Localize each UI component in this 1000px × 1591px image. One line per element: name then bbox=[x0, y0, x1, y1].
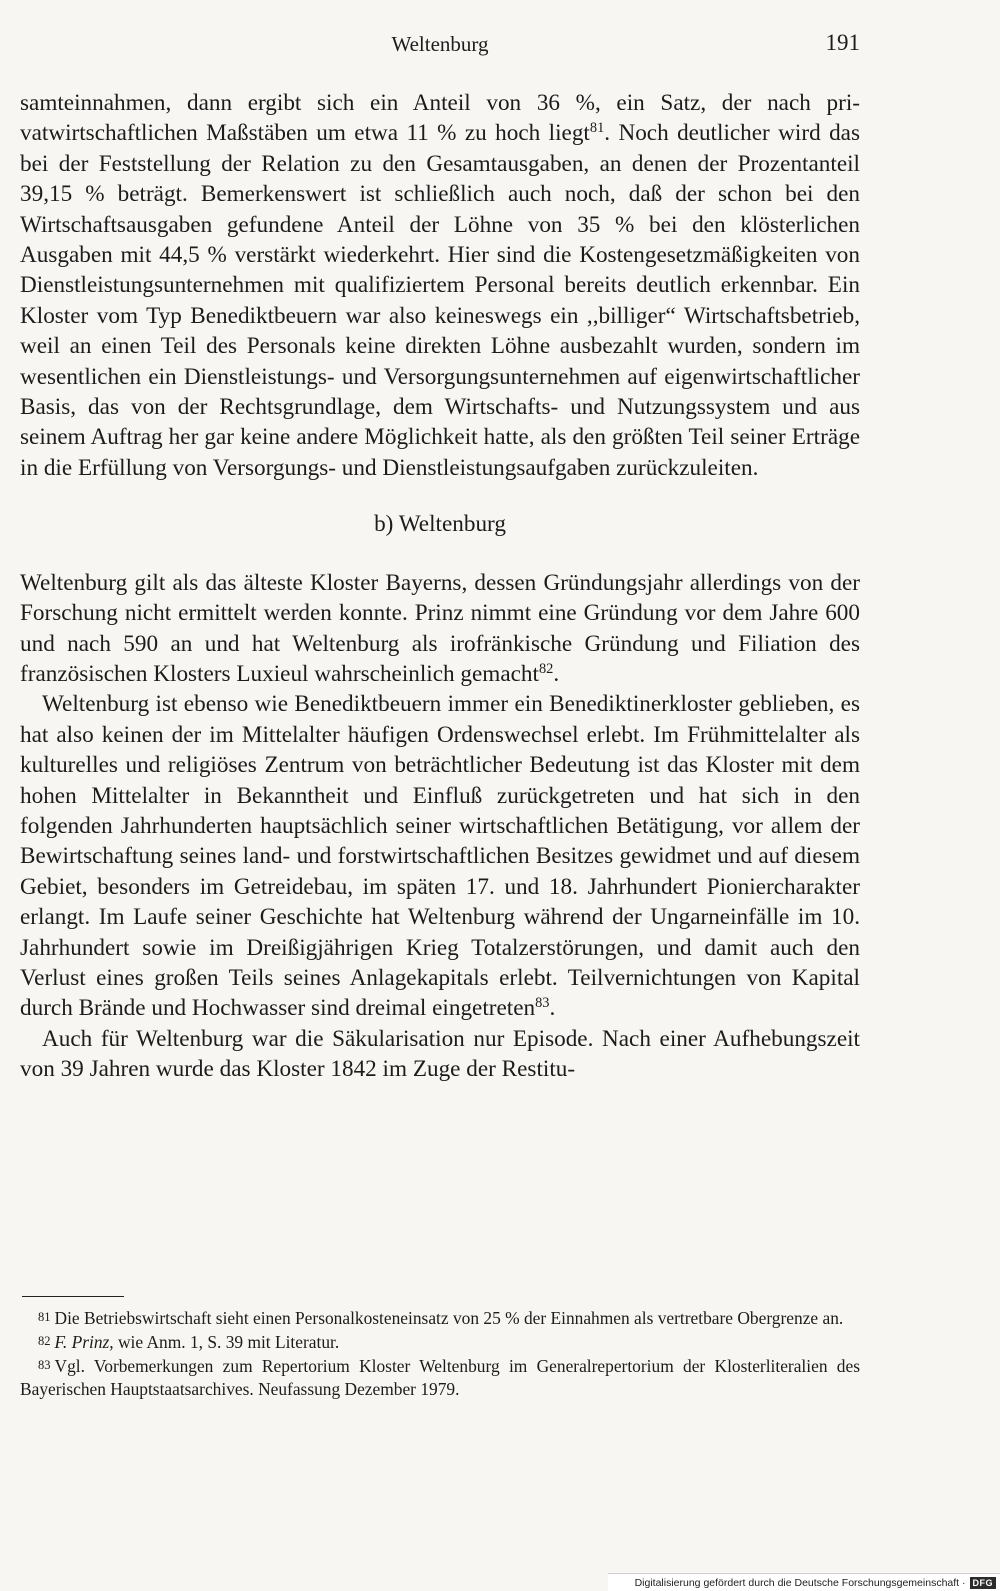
footnote-ref-82: 82 bbox=[538, 661, 554, 677]
dfg-logo-icon: DFG bbox=[970, 1577, 997, 1589]
footnote-text: wie Anm. 1, S. 39 mit Literatur. bbox=[113, 1332, 340, 1353]
running-title: Weltenburg bbox=[391, 32, 489, 56]
page-number: 191 bbox=[825, 30, 860, 55]
paragraph-1-text-a: samteinnahmen, dann ergibt sich ein Anteil von 36 %, ein Satz, der nach privatwirtschaftlichen Maßstäben um etwa 11 % zu hoch liegt bbox=[20, 90, 860, 147]
paragraph-2-text-b: . bbox=[553, 660, 560, 687]
footnote-number: 83 bbox=[38, 1357, 51, 1372]
paragraph-2-text-a: Weltenburg gilt als das älteste Kloster Bayerns, dessen Gründungsjahr allerdings von der Forschung nicht ermittelt werden konnte. Prinz nimmt eine Gründung vor dem Jahre 600 und nach 590 an und hat Weltenburg als irofränkische Gründung und Filiation des französischen Klosters Luxieul wahrscheinlich gemacht bbox=[20, 569, 860, 687]
digitization-credit: Digitalisierung gefördert durch die Deutsche Forschungsgemeinschaft · bbox=[634, 1576, 966, 1589]
running-header bbox=[20, 32, 860, 62]
footnote-ref-81: 81 bbox=[589, 120, 605, 137]
footnote-text: Die Betriebswirtschaft sieht einen Personalkosteneinsatz von 25 % der Einnahmen als vertretbare Obergrenze an. bbox=[54, 1308, 844, 1329]
footnote-82 bbox=[20, 1330, 860, 1354]
paragraph-4 bbox=[20, 1024, 860, 1085]
main-text bbox=[20, 88, 860, 1085]
paragraph-3-text-b: . bbox=[549, 995, 556, 1022]
paragraph-2 bbox=[20, 568, 860, 690]
footnote-81 bbox=[20, 1306, 860, 1330]
footnotes bbox=[20, 1306, 860, 1401]
footnote-separator bbox=[22, 1296, 124, 1297]
paragraph-4-text: Auch für Weltenburg war die Säkularisation nur Episode. Nach einer Aufhebungszeit von 39 Jahren wurde das Kloster 1842 im Zuge der Restitu- bbox=[20, 1025, 860, 1083]
footnote-author: F. Prinz, bbox=[54, 1332, 114, 1353]
footnote-number: 82 bbox=[38, 1333, 51, 1348]
section-heading: b) Weltenburg bbox=[374, 511, 506, 538]
paragraph-1 bbox=[20, 88, 860, 483]
footnote-number: 81 bbox=[38, 1310, 51, 1324]
paragraph-3-text-a: Weltenburg ist ebenso wie Benediktbeuern immer ein Benediktinerkloster geblieben, es hat also keinen der im Mittelalter häufigen Ordenswechsel erlebt. Im Frühmittelalter als kulturelles und religiöses Zentrum von beträchtlicher Bedeutung ist das Kloster mit dem hohen Mittelalter in Bekanntheit und Einfluß zurückgetreten und hat sich in den folgenden Jahrhunderten hauptsächlich seiner wirtschaftlichen Betätigung, vor allem der Bewirtschaftung seines land- und forstwirtschaftlichen Besitzes gewidmet und auf diesem Gebiet, besonders im Getreidebau, im späten 17. und 18. Jahrhundert Pioniercharakter erlangt. Im Laufe seiner Geschichte hat Weltenburg während der Ungarneinfälle im 10. Jahrhundert sowie im Dreißigjährigen Krieg Totalzerstörungen, und damit auch den Verlust eines großen Teils seines Anlagekapitals erlebt. Teilvernichtungen von Kapital durch Brände und Hochwasser sind dreimal eingetreten bbox=[20, 691, 860, 1022]
footnote-text: Vgl. Vorbemerkungen zum Repertorium Kloster Weltenburg im Generalrepertorium der Klosterliteralien des Bayerischen Hauptstaatsarchives. Neufassung Dezember 1979. bbox=[20, 1355, 860, 1399]
digitization-credit-bar bbox=[608, 1573, 1000, 1591]
paragraph-3 bbox=[20, 689, 860, 1023]
footnote-ref-83: 83 bbox=[535, 995, 550, 1012]
paragraph-1-text-b: . Noch deutlicher wird das bei der Feststellung der Relation zu den Gesamtausgaben, an denen der Prozentanteil 39,15 % beträgt. Bemerkenswert ist schließlich auch noch, daß der schon bei den Wirtschaftsausgaben gefundene Anteil der Löhne von 35 % bei den klösterlichen Ausgaben mit 44,5 % verstärkt wiederkehrt. Hier sind die Kostengesetzmäßigkeiten von Dienstleistungsunternehmen mit qualifiziertem Personal bereits deutlich erkennbar. Ein Kloster vom Typ Benediktbeuern war also keineswegs ein ,,billiger“ Wirtschaftsbetrieb, weil an einen Teil des Personals keine direkten Löhne ausbezahlt wurden, sondern im wesentlichen ein Dienstleistungs- und Versorgungsunternehmen auf eigenwirtschaftlicher Basis, das von der Rechtsgrundlage, dem Wirtschafts- und Nutzungssystem und aus seinem Auftrag her gar keine andere Möglichkeit hatte, als den größten Teil seiner Erträge in die Erfüllung von Versorgungs- und Dienstleistungsaufgaben zurückzuleiten. bbox=[20, 120, 860, 481]
footnote-83 bbox=[20, 1354, 860, 1401]
